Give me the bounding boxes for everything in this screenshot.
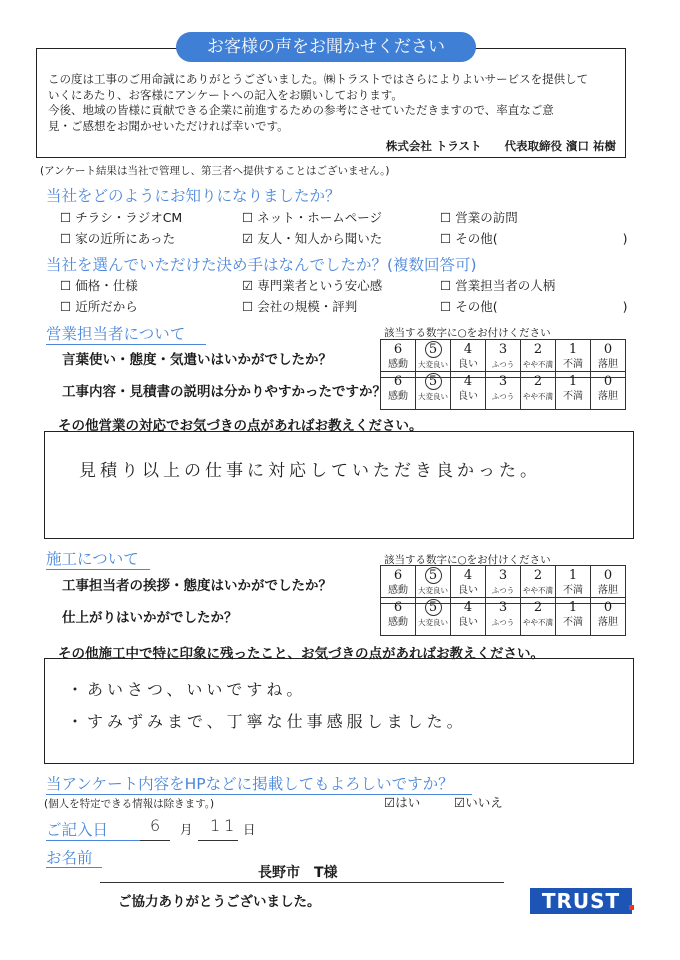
- thanks-text: ご協力ありがとうございました。: [118, 894, 321, 910]
- intro-text: [48, 72, 618, 134]
- rating-label: ふつう: [491, 586, 515, 595]
- rating-label: 不満: [563, 359, 583, 370]
- rating-number: 5: [425, 567, 442, 584]
- q2-option[interactable]: ☐ 価格・仕様: [60, 278, 138, 293]
- privacy-note: (アンケート結果は当社で管理し、第三者へ提供することはございません。): [40, 165, 390, 177]
- rating-number: 5: [425, 341, 442, 358]
- rating-label: 不満: [563, 391, 583, 402]
- rating-label: 良い: [458, 359, 478, 370]
- q2-option[interactable]: ☑ 専門業者という安心感: [242, 278, 383, 293]
- rating-number: 3: [498, 568, 508, 583]
- rating-number: 5: [425, 599, 442, 616]
- q1-option[interactable]: ☐ 家の近所にあった: [60, 231, 176, 246]
- rating-number: 6: [393, 568, 403, 583]
- rating-label: 感動: [388, 617, 408, 628]
- rating-cell-3[interactable]: [486, 598, 521, 636]
- checkbox-icon[interactable]: ☐: [440, 299, 452, 314]
- q1-option[interactable]: ☐ その他( ): [440, 231, 628, 246]
- rating-label: やや不満: [523, 618, 553, 627]
- rating-cell-4[interactable]: [451, 598, 486, 636]
- rating-label: ふつう: [491, 618, 515, 627]
- rating-cell-0[interactable]: [591, 598, 626, 636]
- checkbox-icon[interactable]: ☐: [242, 299, 254, 314]
- q1-option[interactable]: ☑ 友人・知人から聞いた: [242, 231, 383, 246]
- rating-number: 4: [463, 600, 473, 615]
- rating-number: 0: [603, 342, 613, 357]
- checkbox-icon[interactable]: ☐: [440, 231, 452, 246]
- rating-hint: 該当する数字に○をお付けください: [384, 327, 551, 339]
- rating-label: やや不満: [523, 586, 553, 595]
- construction-heading: 施工について: [46, 547, 150, 570]
- rating-cell-1[interactable]: [556, 372, 591, 410]
- publish-yes-option[interactable]: ☑はい: [384, 795, 421, 810]
- rating-label: 感動: [388, 359, 408, 370]
- q2-option[interactable]: ☐ 営業担当者の人柄: [440, 278, 556, 293]
- rating-label: ふつう: [491, 360, 515, 369]
- rating-label: 感動: [388, 391, 408, 402]
- intro-line: この度は工事のご用命誠にありがとうございました。㈱トラストではさらによりよいサービスを提供して: [48, 72, 589, 86]
- rating-label: 大変良い: [418, 618, 448, 627]
- rating-number: 0: [603, 568, 613, 583]
- rating-number: 2: [533, 600, 543, 615]
- publish-question: 当アンケート内容をHPなどに掲載してもよろしいですか？: [46, 772, 472, 795]
- checkbox-icon[interactable]: ☐: [440, 278, 452, 293]
- rating-scale-construction-2[interactable]: [380, 597, 626, 636]
- checkbox-icon[interactable]: ☐: [60, 299, 72, 314]
- publish-note: (個人を特定できる情報は除きます。): [44, 798, 215, 810]
- rating-scale-sales-2[interactable]: [380, 371, 626, 410]
- date-label: ご記入日: [46, 821, 109, 839]
- trust-logo: TRUST: [530, 888, 632, 914]
- rating-number: 5: [425, 373, 442, 390]
- rating-label: やや不満: [523, 392, 553, 401]
- q1-option[interactable]: ☐ チラシ・ラジオCM: [60, 210, 183, 225]
- day-unit: 日: [243, 822, 256, 837]
- checkbox-icon[interactable]: ☐: [60, 231, 72, 246]
- rating-label: 良い: [458, 391, 478, 402]
- rating-number: 3: [498, 600, 508, 615]
- intro-line: 今後、地域の皆様に貢献できる企業に前進するための参考にさせていただきますので、率直なご意: [48, 103, 554, 117]
- construction-comment-line: ・あいさつ、いいですね。: [67, 680, 307, 699]
- rating-number: 1: [568, 600, 578, 615]
- month-unit: 月: [180, 822, 193, 837]
- rating-label: 大変良い: [418, 392, 448, 401]
- construction-question-2: 仕上がりはいかがでしたか？: [62, 610, 238, 626]
- sales-question-2: 工事内容・見積書の説明は分かりやすかったですか？: [62, 384, 386, 400]
- sales-heading: 営業担当者について: [46, 322, 206, 345]
- rating-label: 大変良い: [418, 360, 448, 369]
- rating-number: 1: [568, 374, 578, 389]
- name-value: 長野市 T様: [258, 865, 338, 881]
- checkbox-icon[interactable]: ☐: [440, 210, 452, 225]
- publish-no-option[interactable]: ☑いいえ: [454, 795, 503, 810]
- rating-hint: 該当する数字に○をお付けください: [384, 554, 551, 566]
- rating-number: 1: [568, 568, 578, 583]
- rating-number: 3: [498, 374, 508, 389]
- rating-label: 落胆: [598, 585, 618, 596]
- checkbox-icon[interactable]: ☐: [60, 210, 72, 225]
- rating-cell-5[interactable]: [416, 372, 451, 410]
- intro-line: 見・ご感想をお聞かせいただければ幸いです。: [48, 118, 289, 133]
- rating-number: 6: [393, 600, 403, 615]
- checkbox-checked-icon[interactable]: ☑: [454, 795, 466, 810]
- name-label: お名前: [46, 849, 93, 867]
- rating-number: 4: [463, 374, 473, 389]
- rating-number: 2: [533, 568, 543, 583]
- q2-option[interactable]: ☐ その他( ): [440, 299, 628, 314]
- rating-cell-4[interactable]: [451, 372, 486, 410]
- rating-number: 0: [603, 600, 613, 615]
- rating-label: 落胆: [598, 391, 618, 402]
- checkbox-icon[interactable]: ☐: [242, 210, 254, 225]
- q1-option[interactable]: ☐ 営業の訪問: [440, 210, 518, 225]
- rating-number: 4: [463, 568, 473, 583]
- sales-comment-box[interactable]: [44, 431, 634, 539]
- rating-number: 6: [393, 374, 403, 389]
- rating-number: 6: [393, 342, 403, 357]
- rating-cell-3[interactable]: [486, 372, 521, 410]
- rating-number: 4: [463, 342, 473, 357]
- rating-label: 不満: [563, 617, 583, 628]
- q1-option[interactable]: ☐ ネット・ホームページ: [242, 210, 382, 225]
- checkbox-checked-icon[interactable]: ☑: [384, 795, 396, 810]
- rating-number: 2: [533, 374, 543, 389]
- rating-label: 落胆: [598, 617, 618, 628]
- date-month-value: 6: [150, 816, 165, 835]
- q2-heading: 当社を選んでいただけた決め手はなんでしたか？(複数回答可): [46, 256, 477, 274]
- construction-comment-prompt: その他施工中で特に印象に残ったこと、お気づきの点があればお教えください。: [58, 646, 544, 662]
- rating-cell-2[interactable]: [521, 598, 556, 636]
- rating-label: やや不満: [523, 360, 553, 369]
- rating-cell-2[interactable]: [521, 372, 556, 410]
- rating-number: 0: [603, 374, 613, 389]
- rating-label: 良い: [458, 617, 478, 628]
- construction-comment-box[interactable]: [44, 658, 634, 764]
- rating-label: 不満: [563, 585, 583, 596]
- q1-heading: 当社をどのようにお知りになりましたか？: [46, 187, 341, 205]
- rating-label: 落胆: [598, 359, 618, 370]
- rating-cell-6[interactable]: [381, 598, 416, 636]
- rating-cell-0[interactable]: [591, 372, 626, 410]
- sales-comment-prompt: その他営業の対応でお気づきの点があればお教えください。: [58, 418, 423, 434]
- rating-label: 大変良い: [418, 586, 448, 595]
- sales-question-1: 言葉使い・態度・気遣いはいかがでしたか？: [62, 352, 332, 368]
- rating-label: 良い: [458, 585, 478, 596]
- checkbox-checked-icon[interactable]: ☑: [242, 231, 254, 246]
- checkbox-icon[interactable]: ☐: [60, 278, 72, 293]
- rating-cell-5[interactable]: [416, 598, 451, 636]
- rating-cell-6[interactable]: [381, 372, 416, 410]
- construction-question-1: 工事担当者の挨拶・態度はいかがでしたか？: [62, 578, 332, 594]
- company-signature: 株式会社 トラスト 代表取締役 濱口 祐樹: [385, 139, 616, 153]
- q2-option[interactable]: ☐ 会社の規模・評判: [242, 299, 358, 314]
- intro-line: いくにあたり、お客様にアンケートへの記入をお願いしております。: [48, 87, 403, 102]
- checkbox-checked-icon[interactable]: ☑: [242, 278, 254, 293]
- q2-option[interactable]: ☐ 近所だから: [60, 299, 138, 314]
- construction-comment-line: ・すみずみまで、丁寧な仕事感服しました。: [67, 712, 467, 731]
- rating-label: 感動: [388, 585, 408, 596]
- page-title: お客様の声をお聞かせください: [176, 32, 476, 62]
- rating-number: 2: [533, 342, 543, 357]
- sales-comment-text: 見積り以上の仕事に対応していただき良かった。: [79, 461, 541, 481]
- rating-label: ふつう: [491, 392, 515, 401]
- rating-cell-1[interactable]: [556, 598, 591, 636]
- rating-number: 1: [568, 342, 578, 357]
- date-day-value: 11: [210, 816, 239, 835]
- rating-number: 3: [498, 342, 508, 357]
